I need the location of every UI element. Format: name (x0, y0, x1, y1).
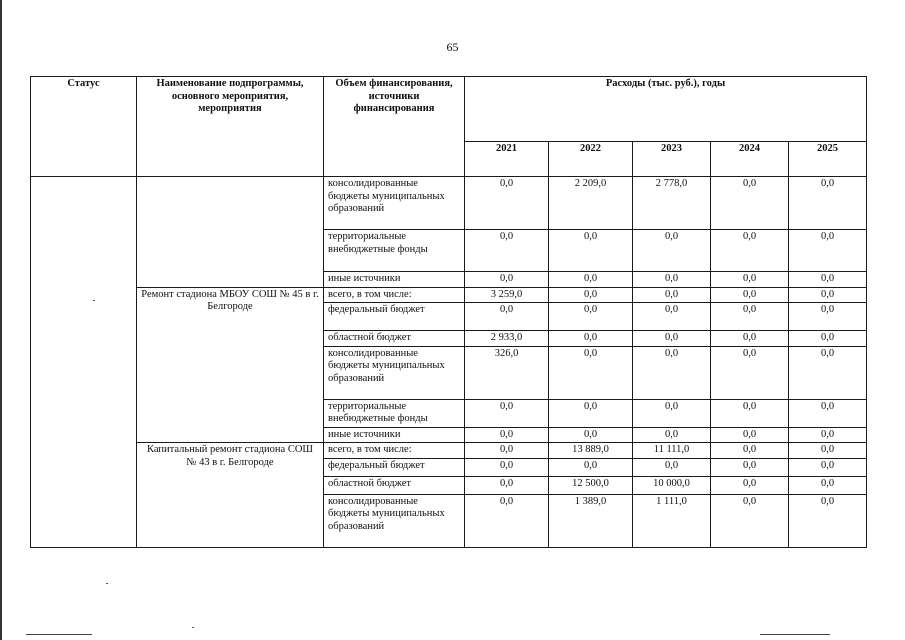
source-cell: всего, в том числе: (324, 287, 465, 303)
value-cell: 13 889,0 (549, 443, 633, 459)
value-cell: 0,0 (549, 458, 633, 476)
source-cell: федеральный бюджет (324, 303, 465, 331)
header-year: 2022 (549, 142, 633, 177)
value-cell: 0,0 (549, 331, 633, 347)
table-row (31, 177, 867, 230)
value-cell: 0,0 (711, 331, 789, 347)
source-cell: консолидированные бюджеты муниципальных образований (324, 494, 465, 547)
value-cell: 0,0 (789, 494, 867, 547)
value-cell: 3 259,0 (465, 287, 549, 303)
value-cell: 0,0 (549, 346, 633, 399)
left-page-edge (0, 0, 2, 640)
value-cell: 0,0 (633, 272, 711, 288)
value-cell: 1 111,0 (633, 494, 711, 547)
event-name-cell (137, 177, 324, 288)
source-cell: консолидированные бюджеты муниципальных образований (324, 346, 465, 399)
scan-speck (93, 300, 95, 301)
source-cell: всего, в том числе: (324, 443, 465, 459)
value-cell: 0,0 (549, 427, 633, 443)
value-cell: 0,0 (789, 177, 867, 230)
value-cell: 0,0 (789, 287, 867, 303)
event-name-cell: Капитальный ремонт стадиона СОШ № 43 в г. Белгороде (137, 443, 324, 548)
value-cell: 0,0 (549, 287, 633, 303)
header-name: Наименование подпрограммы, основного мероприятия, мероприятия (137, 77, 324, 177)
value-cell: 0,0 (633, 346, 711, 399)
source-cell: областной бюджет (324, 476, 465, 494)
value-cell: 0,0 (633, 230, 711, 272)
event-name-cell: Ремонт стадиона МБОУ СОШ № 45 в г. Белгороде (137, 287, 324, 443)
value-cell: 0,0 (549, 230, 633, 272)
value-cell: 0,0 (789, 303, 867, 331)
value-cell: 0,0 (711, 272, 789, 288)
value-cell: 0,0 (549, 272, 633, 288)
source-cell: областной бюджет (324, 331, 465, 347)
value-cell: 1 389,0 (549, 494, 633, 547)
table-row (31, 443, 867, 459)
value-cell: 0,0 (465, 177, 549, 230)
value-cell: 11 111,0 (633, 443, 711, 459)
value-cell: 0,0 (789, 272, 867, 288)
value-cell: 0,0 (711, 177, 789, 230)
value-cell: 0,0 (711, 287, 789, 303)
page-number: 65 (446, 40, 459, 54)
value-cell: 0,0 (789, 476, 867, 494)
value-cell: 0,0 (465, 494, 549, 547)
scan-speck (192, 627, 194, 628)
scan-speck (106, 583, 108, 584)
value-cell: 0,0 (789, 458, 867, 476)
value-cell: 0,0 (711, 443, 789, 459)
value-cell: 0,0 (465, 230, 549, 272)
source-cell: консолидированные бюджеты муниципальных образований (324, 177, 465, 230)
bottom-scan-line (26, 634, 92, 635)
header-year: 2023 (633, 142, 711, 177)
bottom-scan-line (760, 634, 830, 635)
value-cell: 2 933,0 (465, 331, 549, 347)
value-cell: 0,0 (549, 303, 633, 331)
value-cell: 0,0 (711, 427, 789, 443)
source-cell: территориальные внебюджетные фонды (324, 399, 465, 427)
value-cell: 0,0 (711, 303, 789, 331)
value-cell: 0,0 (711, 346, 789, 399)
financing-table (30, 76, 867, 548)
value-cell: 12 500,0 (549, 476, 633, 494)
header-year: 2021 (465, 142, 549, 177)
value-cell: 0,0 (711, 494, 789, 547)
value-cell: 0,0 (465, 427, 549, 443)
value-cell: 0,0 (633, 427, 711, 443)
value-cell: 0,0 (789, 230, 867, 272)
value-cell: 0,0 (465, 458, 549, 476)
value-cell: 0,0 (789, 427, 867, 443)
value-cell: 0,0 (789, 346, 867, 399)
header-status: Статус (31, 77, 137, 177)
header-row (31, 77, 867, 142)
value-cell: 0,0 (465, 272, 549, 288)
value-cell: 0,0 (633, 458, 711, 476)
value-cell: 0,0 (633, 303, 711, 331)
table-row (31, 287, 867, 303)
value-cell: 2 778,0 (633, 177, 711, 230)
header-source: Объем финансирования, источники финансирования (324, 77, 465, 177)
value-cell: 0,0 (789, 399, 867, 427)
value-cell: 0,0 (711, 230, 789, 272)
value-cell: 0,0 (465, 443, 549, 459)
source-cell: федеральный бюджет (324, 458, 465, 476)
value-cell: 2 209,0 (549, 177, 633, 230)
source-cell: территориальные внебюджетные фонды (324, 230, 465, 272)
value-cell: 0,0 (789, 331, 867, 347)
header-expenses: Расходы (тыс. руб.), годы (465, 77, 867, 142)
value-cell: 0,0 (711, 458, 789, 476)
value-cell: 0,0 (465, 303, 549, 331)
value-cell: 0,0 (789, 443, 867, 459)
value-cell: 0,0 (711, 399, 789, 427)
value-cell: 0,0 (549, 399, 633, 427)
value-cell: 0,0 (711, 476, 789, 494)
value-cell: 10 000,0 (633, 476, 711, 494)
header-year: 2024 (711, 142, 789, 177)
source-cell: иные источники (324, 272, 465, 288)
value-cell: 326,0 (465, 346, 549, 399)
source-cell: иные источники (324, 427, 465, 443)
value-cell: 0,0 (633, 399, 711, 427)
value-cell: 0,0 (633, 331, 711, 347)
value-cell: 0,0 (465, 399, 549, 427)
value-cell: 0,0 (633, 287, 711, 303)
value-cell: 0,0 (465, 476, 549, 494)
status-cell (31, 177, 137, 548)
header-year: 2025 (789, 142, 867, 177)
